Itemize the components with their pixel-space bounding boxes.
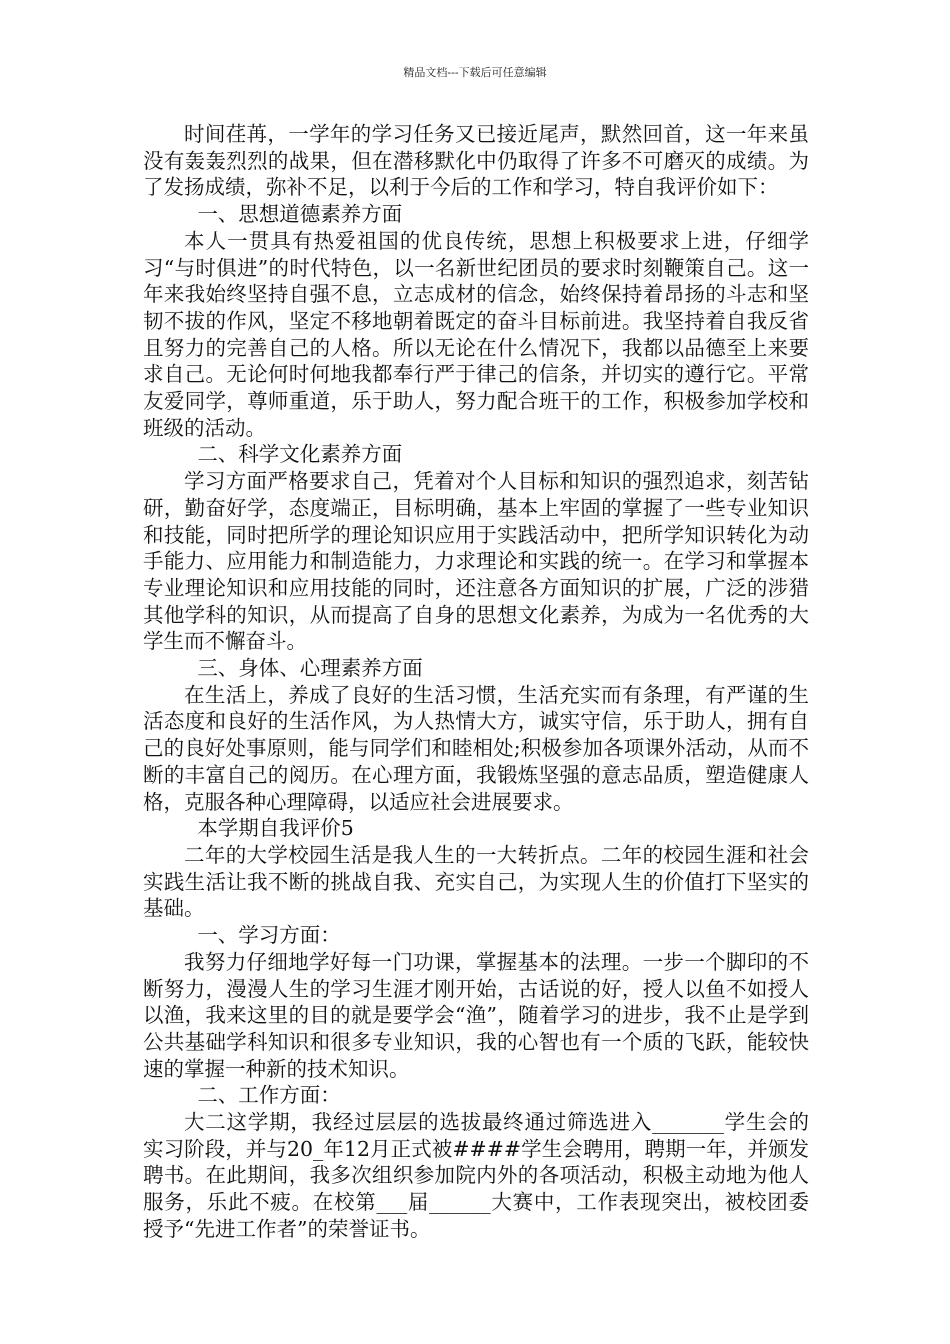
body-paragraph: 我努力仔细地学好每一门功课，掌握基本的法理。一步一个脚印的不断努力，漫漫人生的学习生涯才刚开始，古话说的好，授人以鱼不如授人以渔，我来这里的目的就是要学会“渔”，随着学习的进步，我不止是学到公共基础学科知识和很多专业知识，我的心智也有一个质的飞跃，能较快速的掌握一种新的技术知识。 bbox=[143, 949, 809, 1081]
page-header: 精品文档---下载后可任意编辑 bbox=[403, 66, 547, 79]
body-paragraph: 学习方面严格要求自己，凭着对个人目标和知识的强烈追求，刻苦钻研，勤奋好学，态度端正，目标明确，基本上牢固的掌握了一些专业知识和技能，同时把所学的理论知识应用于实践活动中，把所学知识转化为动手能力、应用能力和制造能力，力求理论和实践的统一。在学习和掌握本专业理论知识和应用技能的同时，还注意各方面知识的扩展，广泛的涉猎其他学科的知识，从而提高了自身的思想文化素养，为成为一名优秀的大学生而不懈奋斗。 bbox=[143, 469, 809, 654]
body-paragraph: 本人一贯具有热爱祖国的优良传统，思想上积极要求上进，仔细学习“与时俱进”的时代特色，以一名新世纪团员的要求时刻鞭策自己。这一年来我始终坚持自强不息，立志成材的信念，始终保持着昂扬的斗志和坚韧不拔的作风，坚定不移地朝着既定的奋斗目标前进。我坚持着自我反省且努力的完善自己的人格。所以无论在什么情况下，我都以品德至上来要求自己。无论何时何地我都奉行严于律己的信条，并切实的遵行它。平常友爱同学，尊师重道，乐于助人，努力配合班干的工作，积极参加学校和班级的活动。 bbox=[143, 228, 809, 440]
body-paragraph: 在生活上，养成了良好的生活习惯，生活充实而有条理，有严谨的生活态度和良好的生活作风，为人热情大方，诚实守信，乐于助人，拥有自己的良好处事原则，能与同学们和睦相处;积极参加各项课外活动，从而不断的丰富自己的阅历。在心理方面，我锻炼坚强的意志品质，塑造健康人格，克服各种心理障碍，以适应社会进展要求。 bbox=[143, 682, 809, 814]
section-heading: 一、学习方面： bbox=[197, 923, 341, 948]
document-body bbox=[143, 121, 809, 1243]
section-heading: 二、科学文化素养方面 bbox=[197, 442, 403, 467]
intro-paragraph: 时间荏苒，一学年的学习任务又已接近尾声，默然回首，这一年来虽没有轰轰烈烈的战果，但在潜移默化中仍取得了许多不可磨灭的成绩。为了发扬成绩，弥补不足，以利于今后的工作和学习，特自我评价如下： bbox=[143, 122, 809, 200]
section-heading: 二、工作方面： bbox=[197, 1083, 341, 1108]
body-paragraph: 二年的大学校园生活是我人生的一大转折点。二年的校园生涯和社会实践生活让我不断的挑战自我、充实自己，为实现人生的价值打下坚实的基础。 bbox=[143, 842, 809, 921]
body-paragraph: 大二这学期，我经过层层的选拔最终通过筛选进入_______学生会的实习阶段，并与20_年12月正式被####学生会聘用，聘期一年，并颁发聘书。在此期间，我多次组织参加院内外的各项活动，积极主动地为他人服务，乐此不疲。在校第___届______大赛中，工作表现突出，被校团委授予“先进工作者”的荣誉证书。 bbox=[143, 1110, 809, 1241]
section-heading: 三、身体、心理素养方面 bbox=[197, 656, 423, 681]
section-heading: 一、思想道德素养方面 bbox=[197, 202, 403, 227]
section-title: 本学期自我评价5 bbox=[197, 816, 354, 841]
